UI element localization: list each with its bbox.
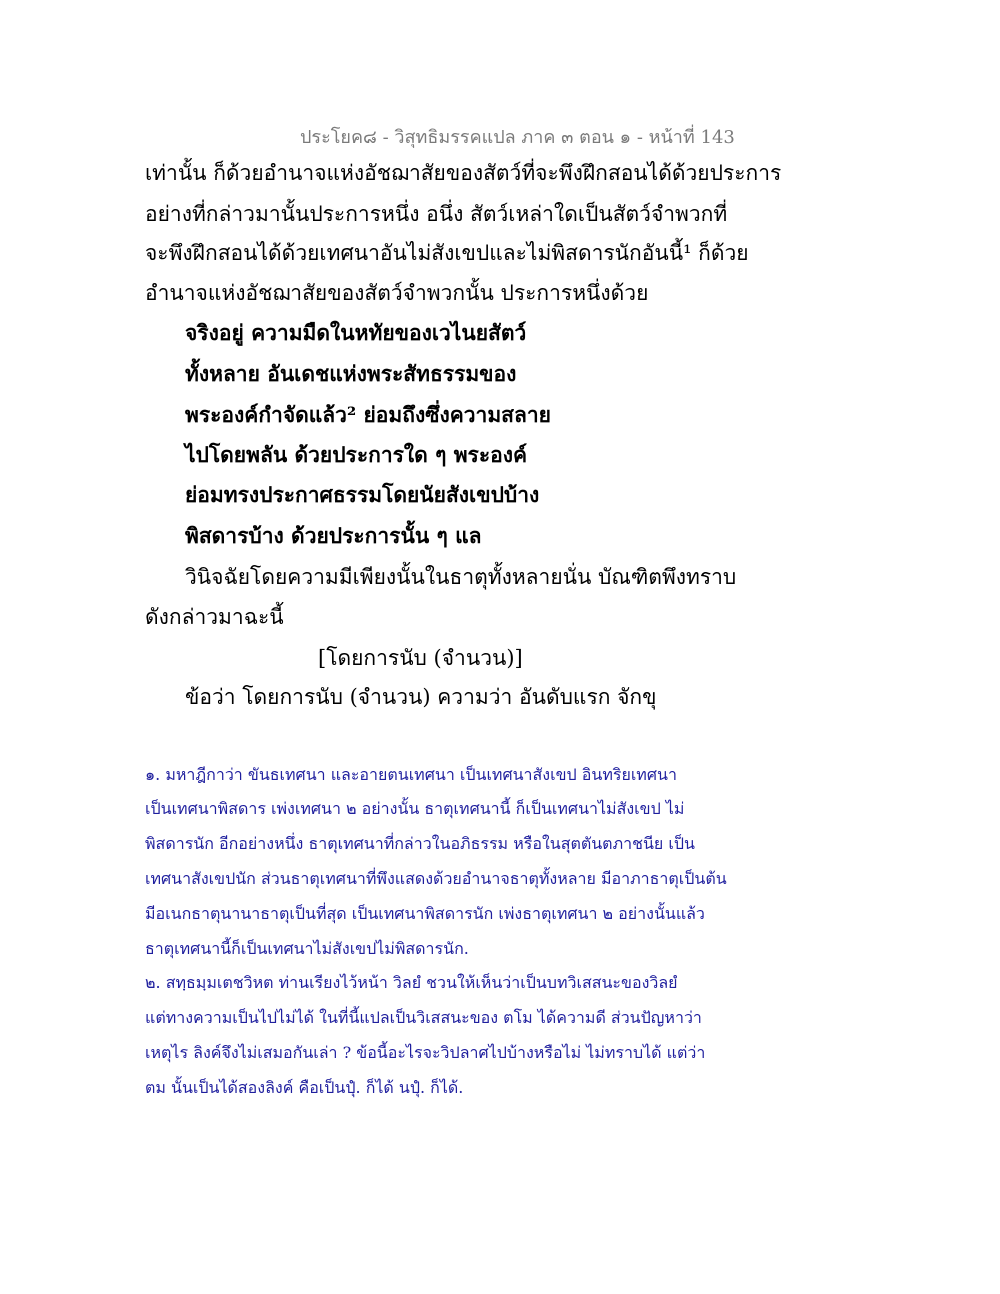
verse-line: พิสดารบ้าง ด้วยประการนั้น ๆ แล [185,523,482,548]
running-header: ประโยค๘ - วิสุทธิมรรคแปล ภาค ๓ ตอน ๑ - หน้าที่ 143 [300,127,735,148]
footnote-line: ตม นั้นเป็นได้สองลิงค์ คือเป็นปุํ. ก็ได้ นปุํ. ก็ได้. [145,1078,464,1097]
verse-line: จริงอยู่ ความมืดในหทัยของเวไนยสัตว์ [185,320,527,345]
footnote-line: แต่ทางความเป็นไปไม่ได้ ในที่นี้แปลเป็นวิเสสนะของ ตโม ได้ความดี ส่วนปัญหาว่า [145,1008,702,1027]
verse-line: ทั้งหลาย อันเดชแห่งพระสัทธรรมของ [185,361,517,386]
footnote-line: ๒. สทฺธมฺมเตชวิหต ท่านเรียงไว้หน้า วิลยํ ชวนให้เห็นว่าเป็นบทวิเสสนะของวิลยํ [145,973,678,992]
body-line: อย่างที่กล่าวมานั้นประการหนึ่ง อนึ่ง สัตว์เหล่าใดเป็นสัตว์จำพวกที่ [145,202,728,226]
body-line: อำนาจแห่งอัชฌาสัยของสัตว์จำพวกนั้น ประการหนึ่งด้วย [145,281,649,305]
footnote-line: พิสดารนัก อีกอย่างหนึ่ง ธาตุเทศนาที่กล่าวในอภิธรรม หรือในสุตตันตภาชนีย เป็น [145,834,695,853]
footnote-line: ๑. มหาฎีกาว่า ขันธเทศนา และอายตนเทศนา เป็นเทศนาสังเขป อินทริยเทศนา [145,765,677,784]
body-line: เท่านั้น ก็ด้วยอำนาจแห่งอัชฌาสัยของสัตว์ที่จะพึงฝึกสอนได้ด้วยประการ [145,161,782,185]
verse-line: ไปโดยพลัน ด้วยประการใด ๆ พระองค์ [185,442,528,467]
footnote-line: เป็นเทศนาพิสดาร เพ่งเทศนา ๒ อย่างนั้น ธาตุเทศนานี้ ก็เป็นเทศนาไม่สังเขป ไม่ [145,799,685,818]
body-line: ดังกล่าวมาฉะนี้ [145,605,284,629]
body-line: จะพึงฝึกสอนได้ด้วยเทศนาอันไม่สังเขปและไม่พิสดารนักอันนี้¹ ก็ด้วย [145,241,749,265]
verse-line: พระองค์กำจัดแล้ว² ย่อมถึงซึ่งความสลาย [185,402,551,427]
footnote-line: เทศนาสังเขปนัก ส่วนธาตุเทศนาที่พึงแสดงด้วยอำนาจธาตุทั้งหลาย มีอาภาธาตุเป็นต้น [145,869,727,888]
footnote-line: มีอเนกธาตุนานาธาตุเป็นที่สุด เป็นเทศนาพิสดารนัก เพ่งธาตุเทศนา ๒ อย่างนั้นแล้ว [145,904,705,923]
footnote-line: ธาตุเทศนานี้ก็เป็นเทศนาไม่สังเขปไม่พิสดารนัก. [145,939,469,958]
verse-line: ย่อมทรงประกาศธรรมโดยนัยสังเขปบ้าง [185,482,540,507]
section-heading: [โดยการนับ (จำนวน)] [318,646,523,670]
footnote-line: เหตุไร ลิงค์จึงไม่เสมอกันเล่า ? ข้อนี้อะไรจะวิปลาศไปบ้างหรือไม่ ไม่ทราบได้ แต่ว่า [145,1043,706,1062]
body-line: ข้อว่า โดยการนับ (จำนวน) ความว่า อันดับแรก จักขุ [185,685,657,709]
body-line: วินิจฉัยโดยความมีเพียงนั้นในธาตุทั้งหลายนั่น บัณฑิตพึงทราบ [185,565,737,589]
